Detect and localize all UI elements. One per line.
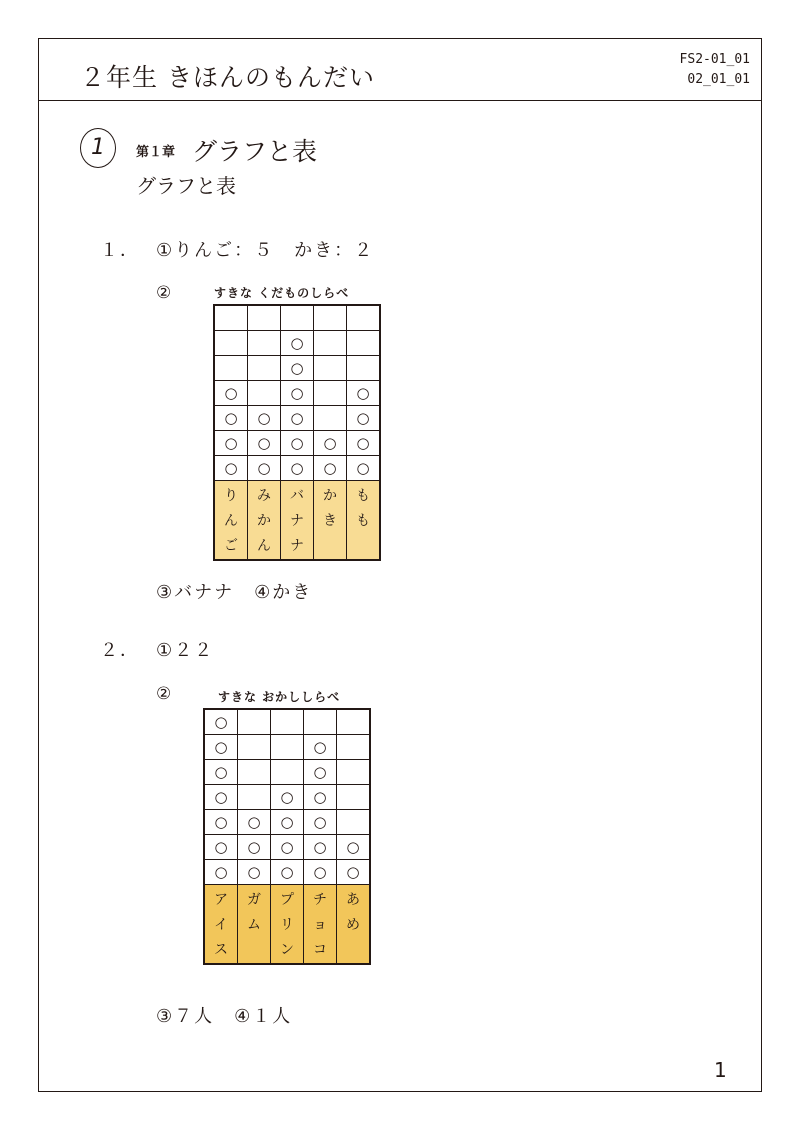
category-label-char: あ	[346, 892, 360, 908]
category-label-cell	[271, 885, 304, 965]
tally-cell	[347, 456, 381, 481]
chapter-number-badge: 1	[80, 128, 116, 168]
tally-cell	[281, 456, 314, 481]
tally-cell	[238, 785, 271, 810]
tally-cell	[337, 860, 371, 885]
tally-cell	[214, 305, 248, 331]
header-divider	[38, 100, 762, 101]
question-2-answer-3-4: ③７人 ④１人	[156, 1006, 293, 1027]
circle-mark: ○	[356, 408, 370, 427]
tally-cell	[271, 760, 304, 785]
category-label-cell	[314, 481, 347, 561]
tally-cell	[347, 406, 381, 431]
category-label-char: か	[323, 488, 337, 504]
circle-mark: ○	[313, 862, 327, 881]
category-label-row	[214, 481, 380, 561]
category-label-cell	[238, 885, 271, 965]
circle-mark: ○	[356, 383, 370, 402]
category-label-char: ン	[280, 942, 294, 958]
tally-cell	[304, 735, 337, 760]
table-2-title: すきな おかししらべ	[218, 690, 341, 704]
category-label	[281, 481, 313, 559]
tally-cell	[214, 356, 248, 381]
circle-mark: ○	[323, 433, 337, 452]
tally-row	[204, 709, 370, 735]
tally-cell	[314, 381, 347, 406]
circle-mark: ○	[224, 408, 238, 427]
tally-cell	[271, 735, 304, 760]
snack-survey-table	[203, 708, 371, 965]
tally-cell	[337, 760, 371, 785]
category-label-char: プ	[280, 892, 294, 908]
circle-mark: ○	[290, 333, 304, 352]
category-label	[304, 885, 336, 963]
category-label-char: コ	[313, 942, 327, 958]
category-label-char: ん	[224, 513, 238, 529]
circle-mark: ○	[257, 408, 271, 427]
category-label-char: イ	[214, 917, 228, 933]
category-label-char: ョ	[313, 917, 327, 933]
tally-cell	[214, 456, 248, 481]
tally-row	[214, 406, 380, 431]
tally-cell	[337, 785, 371, 810]
question-2-answer-1: ①２２	[156, 640, 215, 661]
category-label-char: ナ	[290, 538, 304, 554]
tally-cell	[271, 860, 304, 885]
category-label	[205, 885, 237, 963]
tally-cell	[304, 835, 337, 860]
question-2-number: ２．	[100, 640, 140, 661]
tally-cell	[304, 810, 337, 835]
tally-cell	[248, 406, 281, 431]
tally-cell	[314, 356, 347, 381]
circle-mark: ○	[214, 712, 228, 731]
category-label-cell	[347, 481, 381, 561]
category-label-char: ア	[214, 892, 228, 908]
tally-cell	[204, 835, 238, 860]
circle-mark: ○	[290, 408, 304, 427]
tally-cell	[204, 709, 238, 735]
tally-row	[214, 431, 380, 456]
category-label	[347, 481, 379, 534]
circle-mark: ○	[280, 787, 294, 806]
category-label	[337, 885, 369, 938]
tally-cell	[347, 331, 381, 356]
circle-mark: ○	[257, 433, 271, 452]
tally-cell	[314, 305, 347, 331]
tally-cell	[248, 431, 281, 456]
tally-cell	[347, 381, 381, 406]
tally-cell	[214, 406, 248, 431]
circle-mark: ○	[214, 862, 228, 881]
category-label-char: か	[257, 513, 271, 529]
tally-row	[204, 735, 370, 760]
tally-cell	[204, 860, 238, 885]
chapter-label: 第１章	[136, 145, 176, 160]
tally-cell	[204, 760, 238, 785]
tally-cell	[281, 331, 314, 356]
circle-mark: ○	[257, 458, 271, 477]
category-label-row	[204, 885, 370, 965]
circle-mark: ○	[214, 737, 228, 756]
fruit-survey-table	[213, 304, 381, 561]
tally-cell	[337, 835, 371, 860]
tally-cell	[337, 735, 371, 760]
circle-mark: ○	[313, 737, 327, 756]
circle-mark: ○	[247, 862, 261, 881]
tally-row	[204, 810, 370, 835]
tally-cell	[337, 709, 371, 735]
tally-cell	[204, 810, 238, 835]
doc-code-2: 02_01_01	[687, 72, 750, 87]
tally-cell	[304, 760, 337, 785]
tally-cell	[248, 356, 281, 381]
tally-cell	[337, 810, 371, 835]
tally-cell	[271, 835, 304, 860]
tally-cell	[214, 331, 248, 356]
tally-cell	[238, 810, 271, 835]
page-number: 1	[714, 1058, 727, 1082]
tally-cell	[304, 860, 337, 885]
tally-row	[204, 860, 370, 885]
tally-row	[214, 305, 380, 331]
category-label	[248, 481, 280, 559]
tally-cell	[304, 709, 337, 735]
category-label-cell	[204, 885, 238, 965]
category-label-char: バ	[290, 488, 304, 504]
circle-mark: ○	[323, 458, 337, 477]
tally-row	[214, 331, 380, 356]
tally-cell	[281, 305, 314, 331]
circle-mark: ○	[224, 433, 238, 452]
tally-cell	[248, 381, 281, 406]
page-title: ２年生 きほんのもんだい	[80, 63, 375, 92]
tally-cell	[238, 735, 271, 760]
category-label-char: き	[323, 513, 337, 529]
circle-mark: ○	[313, 787, 327, 806]
category-label-char: り	[224, 488, 238, 504]
tally-cell	[248, 456, 281, 481]
circle-mark: ○	[214, 812, 228, 831]
tally-cell	[271, 785, 304, 810]
circle-mark: ○	[356, 433, 370, 452]
tally-cell	[248, 305, 281, 331]
question-1-sub-2-mark: ②	[156, 283, 172, 303]
category-label-cell	[304, 885, 337, 965]
category-label	[314, 481, 346, 534]
circle-mark: ○	[214, 762, 228, 781]
tally-cell	[281, 381, 314, 406]
tally-cell	[347, 431, 381, 456]
category-label-char: チ	[313, 892, 327, 908]
tally-cell	[248, 331, 281, 356]
tally-cell	[238, 835, 271, 860]
tally-cell	[204, 735, 238, 760]
circle-mark: ○	[280, 812, 294, 831]
tally-row	[204, 760, 370, 785]
circle-mark: ○	[313, 762, 327, 781]
category-label-cell	[214, 481, 248, 561]
category-label-char: め	[346, 917, 360, 933]
tally-cell	[214, 431, 248, 456]
circle-mark: ○	[356, 458, 370, 477]
circle-mark: ○	[280, 862, 294, 881]
circle-mark: ○	[290, 383, 304, 402]
circle-mark: ○	[290, 433, 304, 452]
tally-cell	[314, 431, 347, 456]
question-1-answer-3-4: ③バナナ ④かき	[156, 582, 313, 603]
circle-mark: ○	[346, 862, 360, 881]
tally-cell	[314, 331, 347, 356]
tally-cell	[214, 381, 248, 406]
tally-cell	[304, 785, 337, 810]
category-label-char: も	[356, 488, 370, 504]
circle-mark: ○	[224, 458, 238, 477]
category-label-char: ナ	[290, 513, 304, 529]
circle-mark: ○	[247, 812, 261, 831]
category-label-cell	[281, 481, 314, 561]
category-label-char: も	[356, 513, 370, 529]
section-title: グラフと表	[136, 174, 236, 198]
circle-mark: ○	[313, 837, 327, 856]
circle-mark: ○	[346, 837, 360, 856]
tally-row	[214, 381, 380, 406]
tally-cell	[314, 406, 347, 431]
category-label-char: ガ	[247, 892, 261, 908]
category-label-char: み	[257, 488, 271, 504]
category-label-char: ム	[247, 917, 261, 933]
category-label	[215, 481, 247, 559]
category-label	[271, 885, 303, 963]
chapter-title: グラフと表	[192, 137, 318, 166]
tally-cell	[238, 760, 271, 785]
tally-row	[214, 356, 380, 381]
tally-row	[204, 835, 370, 860]
circle-mark: ○	[247, 837, 261, 856]
category-label-cell	[337, 885, 371, 965]
circle-mark: ○	[224, 383, 238, 402]
category-label-char: リ	[280, 917, 294, 933]
table-1-title: すきな くだものしらべ	[214, 286, 350, 300]
circle-mark: ○	[290, 458, 304, 477]
circle-mark: ○	[214, 787, 228, 806]
category-label-cell	[248, 481, 281, 561]
tally-cell	[271, 810, 304, 835]
category-label-char: ご	[224, 538, 238, 554]
tally-row	[214, 456, 380, 481]
question-2-sub-2-mark: ②	[156, 684, 172, 704]
circle-mark: ○	[214, 837, 228, 856]
question-1-answer-1: ①りんご：５ かき：２	[156, 240, 375, 261]
doc-code-1: FS2-01_01	[679, 52, 750, 67]
tally-cell	[347, 305, 381, 331]
tally-cell	[238, 709, 271, 735]
circle-mark: ○	[290, 358, 304, 377]
category-label-char: ス	[214, 942, 228, 958]
tally-row	[204, 785, 370, 810]
tally-cell	[281, 431, 314, 456]
tally-cell	[271, 709, 304, 735]
question-1-number: １．	[100, 240, 140, 261]
category-label-char: ん	[257, 538, 271, 554]
tally-cell	[204, 785, 238, 810]
tally-cell	[281, 406, 314, 431]
circle-mark: ○	[280, 837, 294, 856]
tally-cell	[281, 356, 314, 381]
circle-mark: ○	[313, 812, 327, 831]
tally-cell	[238, 860, 271, 885]
category-label	[238, 885, 270, 938]
tally-cell	[347, 356, 381, 381]
tally-cell	[314, 456, 347, 481]
